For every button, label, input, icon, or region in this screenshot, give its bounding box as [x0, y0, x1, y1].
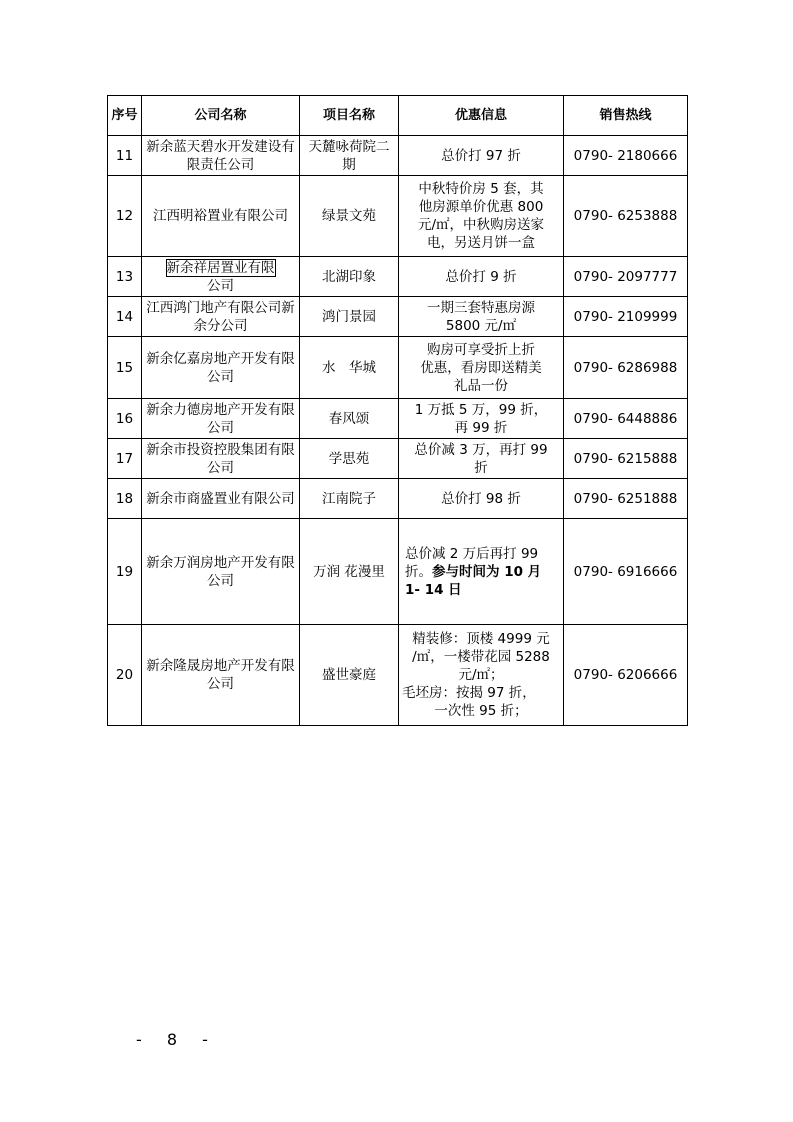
table-row	[108, 257, 688, 297]
promo-text: 总价减 2 万后再打 99 折。	[405, 545, 539, 580]
promo-line: 元/㎡，中秋购房送家	[417, 217, 545, 233]
row-company: 新余蓝天碧水开发建设有限责任公司	[142, 136, 300, 176]
table-header-row	[108, 96, 688, 136]
company-line-boxed: 新余祥居置业有限	[166, 259, 275, 276]
promo-line: 购房可享受折上折	[427, 341, 535, 358]
table-row	[108, 297, 688, 337]
row-project: 水 华城	[300, 337, 399, 399]
row-project: 鸿门景园	[300, 297, 399, 337]
row-hotline: 0790- 6286988	[564, 337, 688, 399]
promo-line: /㎡，一楼带花园 5288	[412, 649, 550, 665]
promo-line: 1 万抵 5 万，99 折，	[414, 401, 548, 418]
promo-line: 折	[474, 459, 488, 476]
row-promo	[399, 257, 564, 297]
row-company: 江西鸿门地产有限公司新余分公司	[142, 297, 300, 337]
table-row	[108, 136, 688, 176]
promo-line: 中秋特价房 5 套，其	[418, 181, 544, 197]
promo-period: 参与时间为 10 月 1- 14 日	[405, 563, 542, 598]
page-number: - 8 -	[136, 1030, 218, 1049]
promo-line: 优惠，看房即送精美	[420, 359, 542, 376]
promo-line: 总价打 9 折	[445, 268, 517, 285]
promo-line: 毛坯房：按揭 97 折，	[402, 685, 536, 701]
promotions-table	[107, 95, 688, 726]
row-hotline: 0790- 6215888	[564, 439, 688, 479]
table-row	[108, 625, 688, 726]
row-company: 新余市商盛置业有限公司	[142, 479, 300, 519]
row-promo	[399, 439, 564, 479]
table-row	[108, 439, 688, 479]
row-company: 江西明裕置业有限公司	[142, 176, 300, 257]
row-promo	[399, 176, 564, 257]
row-no: 16	[108, 399, 142, 439]
promo-line: 总价打 98 折	[441, 490, 521, 507]
promo-line: 电，另送月饼一盒	[427, 235, 535, 251]
row-no: 12	[108, 176, 142, 257]
row-company: 新余力德房地产开发有限公司	[142, 399, 300, 439]
table-row	[108, 479, 688, 519]
header-company: 公司名称	[142, 96, 300, 136]
promo-line: 他房源单价优惠 800	[418, 199, 544, 215]
row-promo	[399, 519, 564, 625]
row-no: 18	[108, 479, 142, 519]
row-project: 北湖印象	[300, 257, 399, 297]
company-line: 公司	[207, 277, 234, 294]
row-promo	[399, 136, 564, 176]
promo-line: 精装修：顶楼 4999 元	[412, 631, 550, 647]
row-project: 盛世豪庭	[300, 625, 399, 726]
promo-line: 再 99 折	[454, 419, 508, 436]
row-promo	[399, 297, 564, 337]
row-promo	[399, 337, 564, 399]
promo-line: 一次性 95 折；	[434, 703, 528, 719]
header-no: 序号	[108, 96, 142, 136]
row-project: 江南院子	[300, 479, 399, 519]
row-company: 新余亿嘉房地产开发有限公司	[142, 337, 300, 399]
row-no: 19	[108, 519, 142, 625]
promo-line: 总价打 97 折	[441, 147, 521, 164]
row-project: 学思苑	[300, 439, 399, 479]
row-promo	[399, 625, 564, 726]
row-hotline: 0790- 6448886	[564, 399, 688, 439]
row-no: 13	[108, 257, 142, 297]
promo-line: 总价减 3 万，再打 99	[414, 441, 548, 458]
row-hotline: 0790- 2109999	[564, 297, 688, 337]
row-promo	[399, 479, 564, 519]
table-row	[108, 176, 688, 257]
header-project: 项目名称	[300, 96, 399, 136]
row-no: 17	[108, 439, 142, 479]
promo-line: 5800 元/㎡	[445, 317, 517, 334]
header-promo: 优惠信息	[399, 96, 564, 136]
row-company: 新余隆晟房地产开发有限公司	[142, 625, 300, 726]
promo-line: 一期三套特惠房源	[427, 299, 535, 316]
table-row	[108, 519, 688, 625]
row-hotline: 0790- 2180666	[564, 136, 688, 176]
row-promo	[399, 399, 564, 439]
row-project: 绿景文苑	[300, 176, 399, 257]
row-project: 春风颂	[300, 399, 399, 439]
row-no: 20	[108, 625, 142, 726]
row-project: 天麓咏荷院二期	[300, 136, 399, 176]
row-hotline: 0790- 6253888	[564, 176, 688, 257]
header-hotline: 销售热线	[564, 96, 688, 136]
row-hotline: 0790- 6251888	[564, 479, 688, 519]
table-row	[108, 337, 688, 399]
row-project: 万润 花漫里	[300, 519, 399, 625]
promo-line: 元/㎡；	[458, 667, 504, 683]
row-hotline: 0790- 2097777	[564, 257, 688, 297]
row-hotline: 0790- 6206666	[564, 625, 688, 726]
row-company	[142, 257, 300, 297]
promo-line: 礼品一份	[454, 377, 508, 394]
row-no: 15	[108, 337, 142, 399]
row-hotline: 0790- 6916666	[564, 519, 688, 625]
row-company: 新余万润房地产开发有限公司	[142, 519, 300, 625]
table-row	[108, 399, 688, 439]
row-no: 11	[108, 136, 142, 176]
row-company: 新余市投资控股集团有限公司	[142, 439, 300, 479]
row-no: 14	[108, 297, 142, 337]
